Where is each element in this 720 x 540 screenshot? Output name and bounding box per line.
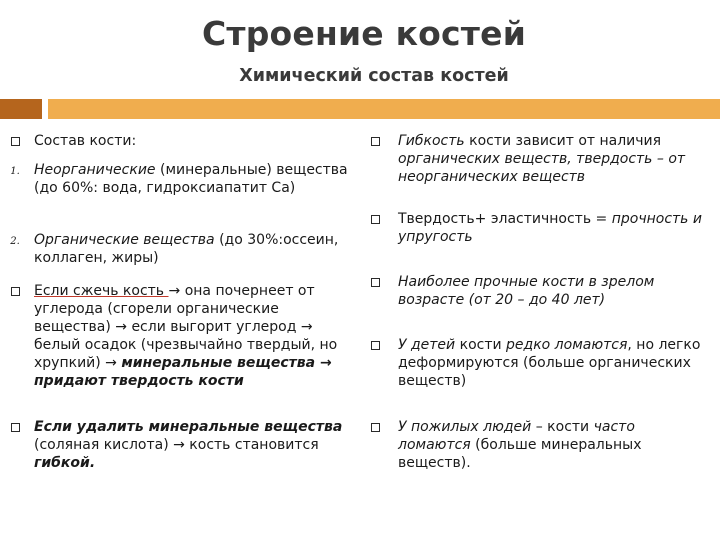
text-segment: часто ломаются (398, 419, 635, 453)
list-number-label: 1. (10, 166, 20, 177)
text-segment: (больше минеральных веществ). (398, 437, 642, 471)
text-segment: Наиболее прочные кости в зрелом возрасте (от 20 – до 40 лет) (398, 274, 655, 308)
text-segment: редко ломаются (506, 337, 628, 353)
item-text (398, 273, 712, 309)
slide-subtitle: Химический состав костей (239, 66, 509, 86)
text-segment: кости (455, 337, 507, 353)
text-segment: Неорганические (34, 162, 156, 178)
text-segment: прочность и упругость (398, 211, 702, 245)
item-text (398, 336, 712, 390)
slide-title: Строение костей (201, 14, 527, 53)
text-segment: (до 30%:оссеин, коллаген, жиры) (34, 232, 339, 266)
accent-bar-right (48, 99, 720, 119)
list-number-label: 2. (10, 236, 20, 247)
item-text (34, 161, 355, 197)
text-segment: Если удалить минеральные вещества (34, 419, 343, 435)
square-bullet-icon-shape (371, 423, 380, 432)
text-segment: – кости (531, 419, 594, 435)
text-segment: (минеральные) вещества (до 60%: вода, гидроксиапатит Са) (34, 162, 348, 196)
text-segment: кости зависит от наличия (464, 133, 662, 149)
square-bullet-icon (0, 418, 30, 437)
item-text (398, 418, 712, 472)
text-segment: У пожилых людей (398, 419, 532, 435)
text-segment: Органические вещества (34, 232, 215, 248)
text-segment: (соляная кислота) → кость становится (34, 437, 319, 453)
square-bullet-icon-shape (371, 137, 380, 146)
text-segment: Твердость+ эластичность = (398, 211, 612, 227)
text-segment: → она почернеет от углерода (сгорели органические вещества) → если выгорит углерод → белый осадок (чрезвычайно твердый, но хрупкий) → (34, 283, 338, 371)
text-segment: органических веществ, твердость – от неорганических веществ (398, 151, 686, 185)
square-bullet-icon (0, 282, 30, 301)
square-bullet-icon (360, 418, 390, 437)
text-segment: гибкой. (34, 455, 96, 471)
square-bullet-icon-shape (371, 278, 380, 287)
square-bullet-icon (360, 336, 390, 355)
square-bullet-icon (0, 132, 30, 151)
square-bullet-icon (360, 210, 390, 229)
text-segment: Если сжечь кость (34, 283, 169, 299)
text-segment: Гибкость (398, 133, 465, 149)
accent-bar-left (0, 99, 42, 119)
item-text (34, 282, 355, 390)
list-number (0, 231, 30, 251)
item-text (34, 231, 355, 267)
item-text (398, 210, 712, 246)
square-bullet-icon-shape (371, 215, 380, 224)
square-bullet-icon (360, 132, 390, 151)
item-text (398, 132, 712, 186)
item-text (34, 418, 355, 472)
square-bullet-icon-shape (11, 287, 20, 296)
square-bullet-icon-shape (11, 137, 20, 146)
text-segment: Состав кости: (34, 133, 137, 149)
square-bullet-icon-shape (371, 341, 380, 350)
item-text (34, 132, 355, 150)
text-segment: , но легко деформируются (больше органических веществ) (398, 337, 701, 389)
list-number (0, 161, 30, 181)
square-bullet-icon (360, 273, 390, 292)
text-segment: минеральные вещества → придают твердость кости (34, 355, 332, 389)
square-bullet-icon-shape (11, 423, 20, 432)
text-segment: У детей (398, 337, 456, 353)
